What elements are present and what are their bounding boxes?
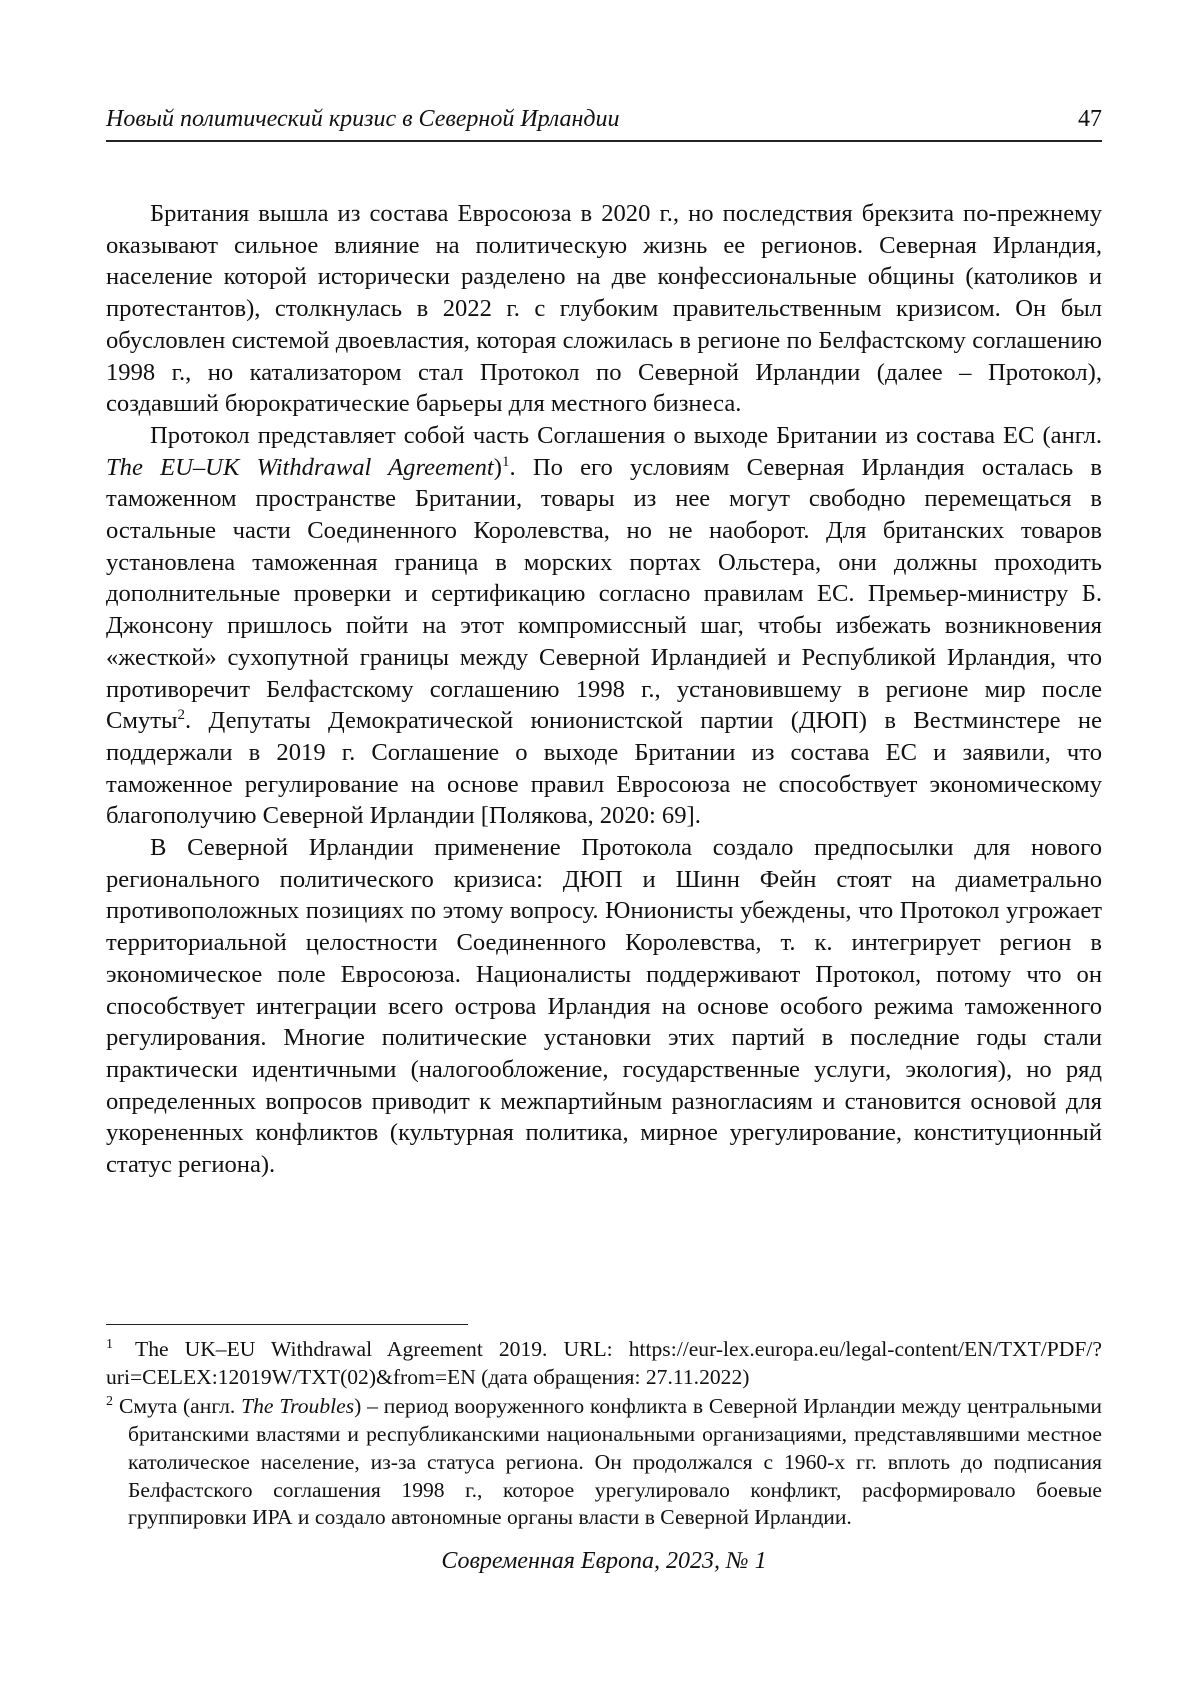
footnote-1-text: The UK–EU Withdrawal Agreement 2019. URL: https://eur-lex.europa.eu/legal-content/EN/TXT/PDF/?uri=CELEX:12019W/TXT(02)&from=EN (дата обращения: 27.11.2022) xyxy=(106,1337,1102,1389)
footnote-2-text-a: Смута (англ. xyxy=(119,1394,242,1419)
running-header xyxy=(106,104,1102,142)
footnote-1-mark: 1 xyxy=(106,1336,113,1352)
footnote-ref-1: 1 xyxy=(501,453,510,470)
footnote-2 xyxy=(106,1393,1102,1532)
paragraph-1: Британия вышла из состава Евросоюза в 2020 г., но последствия брекзита по-прежнему оказывают сильное влияние на политическую жизнь ее регионов. Северная Ирландия, население которой исторически разделено на две конфессиональные общины (католиков и протестантов), столкнулась в 2022 г. с глубоким правительственным кризисом. Он был обусловлен системой двоевластия, которая сложилась в регионе по Белфастскому соглашению 1998 г., но катализатором стал Протокол по Северной Ирландии (далее – Протокол), создавший бюрократические барьеры для местного бизнеса. xyxy=(106,200,1102,418)
paragraph-2-text-b: ) xyxy=(493,453,502,481)
footnote-1 xyxy=(106,1336,1102,1391)
page-number: 47 xyxy=(1078,106,1102,132)
journal-footer: Современная Европа, 2023, № 1 xyxy=(441,1548,767,1574)
running-title: Новый политический кризис в Северной Ирландии xyxy=(106,106,620,132)
paragraph-2-text-a: Протокол представляет собой часть Соглашения о выходе Британии из состава ЕС (англ. xyxy=(150,421,1102,449)
journal-page xyxy=(106,0,1102,1694)
footnote-2-text-b: ) – период вооруженного конфликта в Северной Ирландии между центральными британскими властями и республиканскими национальными организациями, представлявшими местное католическое население, из-за статуса региона. Он продолжался с 1960-х гг. вплоть до подписания Белфастского соглашения 1998 г., которое урегулировало конфликт, расформировало боевые группировки ИРА и создало автономные органы власти в Северной Ирландии. xyxy=(128,1394,1102,1530)
footnotes xyxy=(106,1336,1102,1532)
article-body xyxy=(106,198,1102,1181)
footnote-2-mark: 2 xyxy=(106,1394,113,1410)
troubles-title: The Troubles xyxy=(241,1394,355,1419)
paragraph-3: В Северной Ирландии применение Протокола создало предпосылки для нового регионального политического кризиса: ДЮП и Шинн Фейн стоят на диаметрально противоположных позициях по этому вопросу. Юнионисты убеждены, что Протокол угрожает территориальной целостности Соединенного Королевства, т. к. интегрирует регион в экономическое поле Евросоюза. Националисты поддерживают Протокол, потому что он способствует интеграции всего острова Ирландия на основе особого режима таможенного регулирования. Многие политические установки этих партий в последние годы стали практически идентичными (налогообложение, государственные услуги, экология), но ряд определенных вопросов приводит к межпартийным разногласиям и становится основой для укорененных конфликтов (культурная политика, мирное урегулирование, конституционный статус региона). xyxy=(106,834,1102,1179)
footnote-ref-2: 2 xyxy=(177,707,186,724)
paragraph-2-text-c: . По его условиям Северная Ирландия осталась в таможенном пространстве Британии, товары из нее могут свободно перемещаться в остальные части Соединенного Королевства, но не наоборот. Для британских товаров установлена таможенная граница в морских портах Ольстера, они должны проходить дополнительные проверки и сертификацию согласно правилам ЕС. Премьер-министру Б. Джонсону пришлось пойти на этот компромиссный шаг, чтобы избежать возникновения «жесткой» сухопутной границы между Северной Ирландией и Республикой Ирландия, что противоречит Белфастскому соглашению 1998 г., установившему в регионе мир после Смуты xyxy=(106,453,1102,735)
paragraph-2 xyxy=(106,420,1102,832)
withdrawal-agreement-title: The EU–UK Withdrawal Agreement xyxy=(106,453,494,481)
paragraph-2-text-d: . Депутаты Демократической юнионистской партии (ДЮП) в Вестминстере не поддержали в 2019 г. Соглашение о выходе Британии из состава ЕС и заявили, что таможенное регулирование на основе правил Евросоюза не способствует экономическому благополучию Северной Ирландии [Полякова, 2020: 69]. xyxy=(106,707,1102,830)
footnote-divider xyxy=(106,1324,468,1325)
